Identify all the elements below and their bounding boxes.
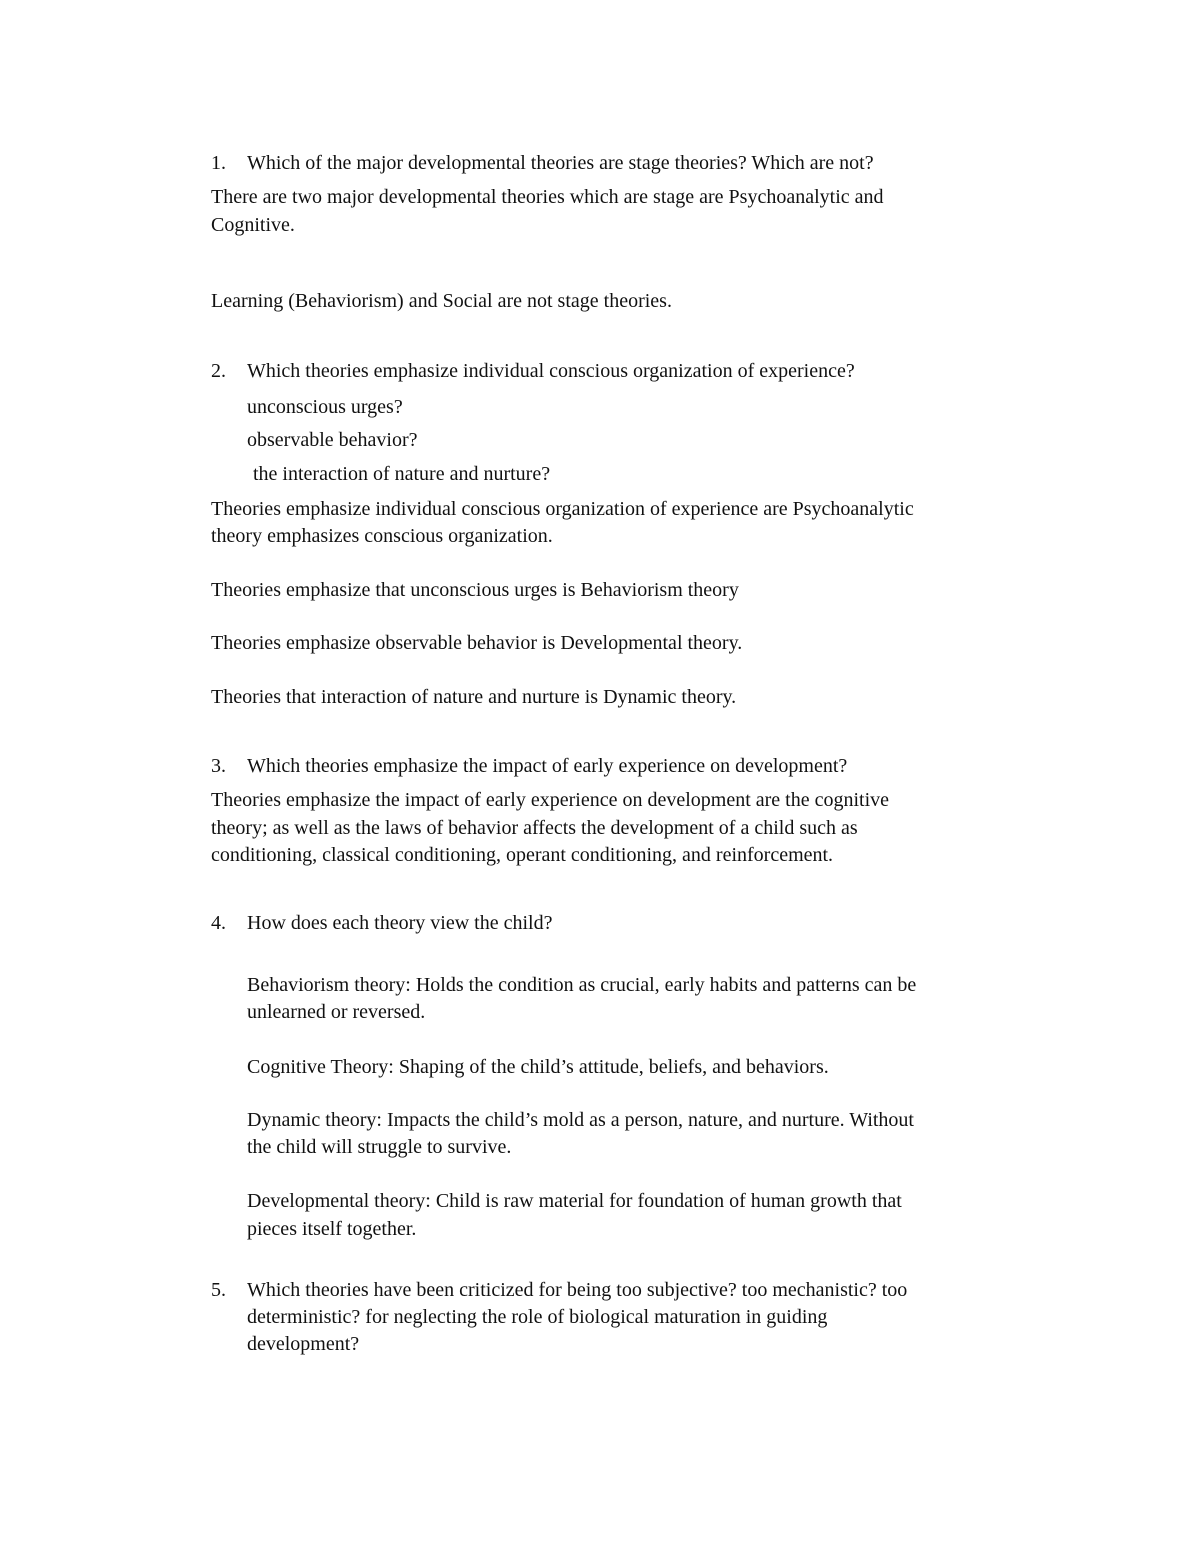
question-subline: unconscious urges?	[247, 396, 403, 418]
question-text: deterministic? for neglecting the role of biological maturation in guiding	[247, 1306, 828, 1328]
answer-line: Theories emphasize observable behavior is Developmental theory.	[211, 632, 743, 654]
answer-line: There are two major developmental theories which are stage are Psychoanalytic and	[211, 186, 884, 208]
question-number: 3.	[211, 755, 226, 777]
answer-line: Cognitive.	[211, 214, 295, 236]
question-subline: the interaction of nature and nurture?	[253, 463, 551, 485]
answer-line: pieces itself together.	[247, 1218, 417, 1240]
answer-line: Theories emphasize that unconscious urges is Behaviorism theory	[211, 579, 739, 601]
question-text: How does each theory view the child?	[247, 912, 553, 934]
question-text: Which of the major developmental theories are stage theories? Which are not?	[247, 152, 874, 174]
answer-line: Theories that interaction of nature and nurture is Dynamic theory.	[211, 686, 737, 708]
answer-line: Cognitive Theory: Shaping of the child’s attitude, beliefs, and behaviors.	[247, 1056, 829, 1078]
question-text: Which theories emphasize the impact of early experience on development?	[247, 755, 848, 777]
answer-line: the child will struggle to survive.	[247, 1136, 512, 1158]
answer-line: Theories emphasize the impact of early experience on development are the cognitive	[211, 789, 890, 811]
answer-line: Learning (Behaviorism) and Social are not stage theories.	[211, 290, 672, 312]
answer-line: Behaviorism theory: Holds the condition as crucial, early habits and patterns can be	[247, 974, 917, 996]
answer-line: conditioning, classical conditioning, operant conditioning, and reinforcement.	[211, 844, 834, 866]
question-number: 4.	[211, 912, 226, 934]
question-text: Which theories emphasize individual conscious organization of experience?	[247, 360, 855, 382]
question-number: 1.	[211, 152, 226, 174]
question-number: 2.	[211, 360, 226, 382]
question-number: 5.	[211, 1279, 226, 1301]
answer-line: Theories emphasize individual conscious organization of experience are Psychoanalytic	[211, 498, 914, 520]
answer-line: Dynamic theory: Impacts the child’s mold as a person, nature, and nurture. Without	[247, 1109, 914, 1131]
answer-line: theory emphasizes conscious organization.	[211, 525, 553, 547]
answer-line: Developmental theory: Child is raw material for foundation of human growth that	[247, 1190, 902, 1212]
question-text: Which theories have been criticized for being too subjective? too mechanistic? too	[247, 1279, 908, 1301]
question-subline: observable behavior?	[247, 429, 418, 451]
question-text: development?	[247, 1333, 360, 1355]
answer-line: unlearned or reversed.	[247, 1001, 426, 1023]
answer-line: theory; as well as the laws of behavior affects the development of a child such as	[211, 817, 858, 839]
